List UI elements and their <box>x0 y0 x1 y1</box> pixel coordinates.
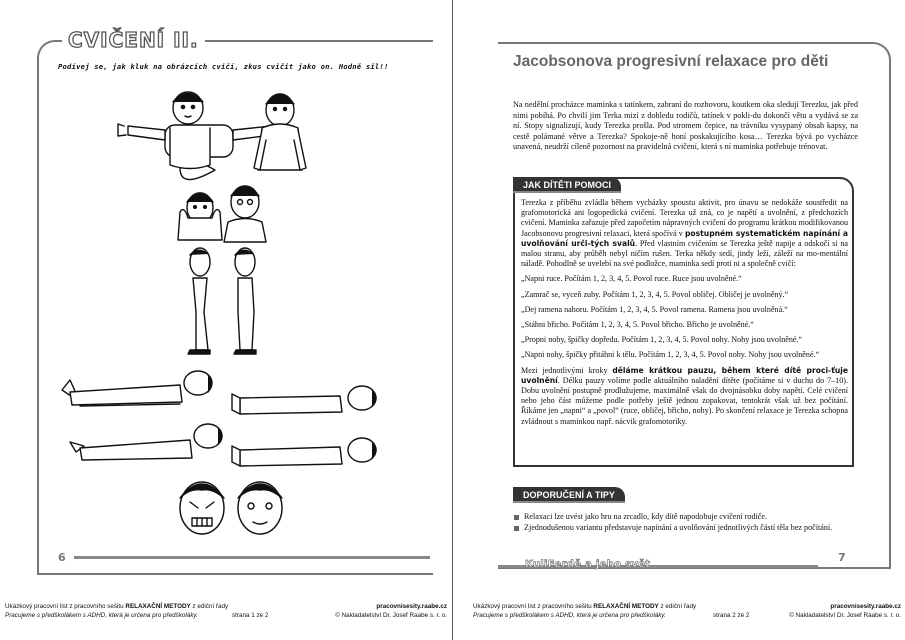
tip-item: Zjednodušenou variantu představuje napínání a uvolňování jednotlivých částí těla bez počítání. <box>513 523 858 533</box>
footer-workbook-name: RELAXAČNÍ METODY <box>125 603 191 610</box>
left-frame-top-line <box>195 40 433 42</box>
help-box-text <box>521 198 848 432</box>
right-footer-right <box>783 602 901 620</box>
right-page-number: 7 <box>838 551 846 564</box>
face-grimace-figure <box>180 482 224 534</box>
left-page-bar <box>74 556 430 559</box>
footer-line1-prefix: Ukázkový pracovní list z pracovního sešitu <box>5 603 124 610</box>
help-p2-c: . Délku pauzy volíme podle aktuálního naladění dítěte (počítáme si v duchu do 7–10). Dobu uvolnění postupně prodlužujeme, maximálně však do dvojnásobku doby napětí. Celé cvičení nebo jeho část můžeme podle potřeby ještě jednou zopakovat, tentokrát však už bez počítání. Říkáme jen „napni“ a „povol“ (ruce, obličej, břicho, nohy). Po skončení relaxace je Terezka schopna zvládnout s maminkou např. nácvik grafomotoriky. <box>521 375 848 426</box>
boy-side-belly-in-figure <box>188 248 210 354</box>
quote-item: „Propni nohy, špičky dopředu. Počítám 1, 2, 3, 4, 5. Povol nohy. Nohy jsou uvolněné.“ <box>521 335 803 345</box>
help-p1-a: Terezka z příběhu zvládla během vycházky spoustu aktivit, pro únavu se nedokáže soustředit na grafomotorická ani logopedická cvičení. Terezka už zná, co je napětí a uvolnění, z předchozích cvičení. Maminka zařazuje před započetím nápravných cvičení do programu krátkou modifikovanou Jacobsonovu progresivní relaxaci, která spočívá v <box>521 198 848 238</box>
help-box-tab: JAK DÍTĚTI POMOCI <box>513 177 621 193</box>
left-footer-text <box>5 602 265 620</box>
left-footer-page: strana 1 ze 2 <box>232 612 269 619</box>
boy-lying-relaxed-2-figure <box>232 438 376 466</box>
face-relaxed-figure <box>238 482 282 534</box>
boy-shoulders-up-figure <box>178 193 222 240</box>
footer-line1-suffix: z ediční řady <box>192 603 229 610</box>
footer-publisher: © Nakladatelství Dr. Josef Raabe s. r. o. <box>335 612 447 619</box>
footer-line2: Pracujeme s předškolákem s ADHD, která je určena pro předškoláky. <box>473 612 666 619</box>
footer-line1-suffix: z ediční řady <box>660 603 697 610</box>
tip-item: Relaxaci lze uvést jako hru na zrcadlo, kdy dítě napodobuje cvičení rodiče. <box>513 512 858 522</box>
right-footer-page: strana 2 ze 2 <box>713 612 750 619</box>
quote-item: „Zamrač se, vyceň zuby. Počítám 1, 2, 3, 4, 5. Povol obličej. Obličej je uvolněný.“ <box>521 289 789 299</box>
tips-list <box>513 512 858 534</box>
quote-item: „Stáhni břicho. Počítám 1, 2, 3, 4, 5. Povol břicho. Břicho je uvolněné.“ <box>521 320 754 330</box>
article-title: Jacobsonova progresivní relaxace pro děti <box>513 53 829 70</box>
right-footer-text <box>473 602 733 620</box>
boy-lying-relaxed-figure <box>232 386 376 414</box>
help-p1-bold: postupném systematickém napínání a uvolňování urči-tých svalů <box>521 228 848 248</box>
exercise-instruction: Podívej se, jak kluk na obrázcích cvičí, zkus cvičit jako on. Hodně sil!! <box>58 62 389 71</box>
footer-publisher: © Nakladatelství Dr. Josef Raabe s. r. o. <box>789 612 901 619</box>
boy-lying-toes-pointed-figure <box>70 424 222 460</box>
exercise-illustrations <box>40 80 430 550</box>
intro-paragraph: Na nedělní procházce maminka s tatínkem, zabraní do rozhovoru, koutkem oka sledují Terezku, jak před nimi pobíhá. Po chvilí jim Terka mizí z dohledu rodičů, tatínek v pokli-du dokončí větu a vydává se za ní. Stopy signalizují, kudy Terezka prošla. Pod stromem čepice, na trávníku vysypaný obsah kapsy, na cestě polámané větve a Terezka? Spokoje-ně honí poskakujícího kosa… Terezka bývá po vycházce unavená, neudrží cíleně pozornost na pravidelná cvičení, která s ní maminka potřebuje trénovat. <box>513 100 858 151</box>
boy-arms-down-figure <box>254 94 306 170</box>
help-p2-a: Mezi jednotlivými kroky <box>521 365 608 375</box>
footer-line1-prefix: Ukázkový pracovní list z pracovního sešitu <box>473 603 592 610</box>
footer-site-link[interactable]: pracovnisesity.raabe.cz <box>830 603 901 610</box>
left-page <box>0 0 452 640</box>
footer-workbook-name: RELAXAČNÍ METODY <box>593 603 659 610</box>
help-p2-bold: děláme krátkou pauzu, během které dítě proci-ťuje uvolnění <box>521 365 848 385</box>
right-page <box>453 0 905 640</box>
tips-tab: DOPORUČENÍ A TIPY <box>513 487 625 503</box>
help-paragraph-1 <box>521 198 848 269</box>
series-brand: KuliFerdě a jeho svět <box>525 559 651 570</box>
help-p1-c: . Před vlastním cvičením se Terezka ještě napije a odskočí si na malou stranu, aby průběh nebyl ničím rušen. Terka někdy sedí, jindy leží, záleží na mo-mentální náladě. Pohodlně se uvelebí na své podložce, maminka sedí proti ni a společně cvičí: <box>521 238 848 269</box>
boy-lying-feet-flexed-figure <box>62 371 212 406</box>
left-footer-right <box>335 602 447 620</box>
left-page-number: 6 <box>58 551 66 564</box>
footer-site-link[interactable]: pracovnisesity.raabe.cz <box>376 603 447 610</box>
quote-item: „Napni nohy, špičky přitáhni k tělu. Počítám 1, 2, 3, 4, 5. Povol nohy. Nohy jsou uvolněné.“ <box>521 350 820 360</box>
footer-line2: Pracujeme s předškolákem s ADHD, která je určena pro předškoláky. <box>5 612 198 619</box>
exercise-title: CVIČENÍ II. <box>62 28 205 52</box>
boy-side-belly-out-figure <box>234 248 256 354</box>
boy-shoulders-down-figure <box>224 186 266 242</box>
help-paragraph-2 <box>521 366 848 427</box>
quote-item: „Napni ruce. Počítám 1, 2, 3, 4, 5. Povol ruce. Ruce jsou uvolněné.“ <box>521 274 742 284</box>
quote-item: „Dej ramena nahoru. Počítám 1, 2, 3, 4, 5. Povol ramena. Ramena jsou uvolněná.“ <box>521 304 788 314</box>
